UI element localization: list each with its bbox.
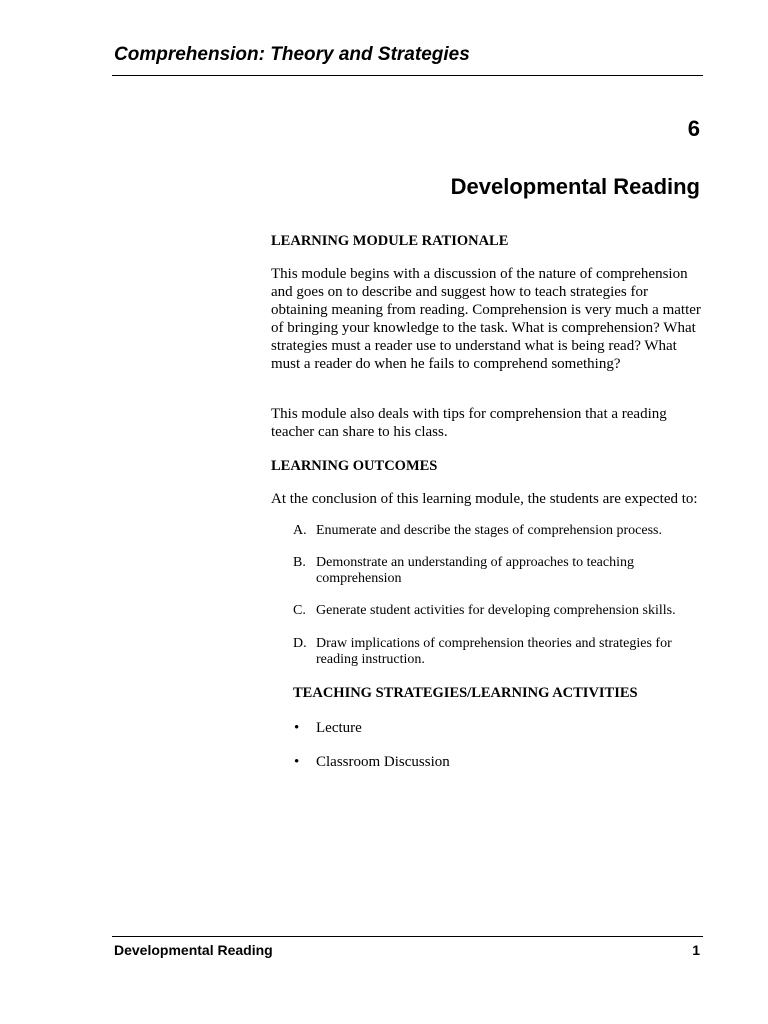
list-item-text: Classroom Discussion	[316, 754, 450, 770]
list-item	[293, 523, 703, 539]
bullet-marker: •	[294, 720, 300, 736]
list-item	[293, 636, 703, 668]
list-marker: C.	[293, 603, 306, 618]
list-item	[293, 555, 703, 587]
list-item	[293, 603, 703, 619]
running-header-title: Comprehension: Theory and Strategies	[114, 44, 470, 65]
chapter-number: 6	[687, 116, 700, 141]
list-item-text: Lecture	[316, 720, 362, 736]
rationale-paragraph-1-block	[271, 265, 703, 373]
footer-rule	[112, 936, 703, 937]
rationale-paragraph-2: This module also deals with tips for comprehension that a reading teacher can share to his class.	[271, 406, 667, 440]
list-item-text: Generate student activities for developing comprehension skills.	[316, 603, 676, 618]
outcomes-intro-block	[271, 490, 703, 508]
rationale-paragraph-1: This module begins with a discussion of the nature of comprehension and goes on to describe and suggest how to teach strategies for obtaining meaning from reading. Comprehension is very much a matter of bringing your knowledge to the task. What is comprehension? What strategies must a reader use to understand what is being read? What must a reader do when he fails to comprehend something?	[271, 266, 701, 372]
strategies-list-2	[293, 753, 703, 771]
outcomes-list-c	[293, 603, 703, 619]
header-rule	[112, 75, 703, 76]
list-item-text: Draw implications of comprehension theories and strategies for reading instruction.	[316, 636, 672, 667]
list-marker: B.	[293, 555, 306, 570]
page-number: 1	[692, 942, 700, 958]
outcomes-heading-block	[271, 457, 703, 475]
outcomes-list-d	[293, 636, 703, 668]
list-item-text: Demonstrate an understanding of approaches to teaching comprehension	[316, 555, 635, 586]
list-marker: A.	[293, 523, 307, 538]
chapter-title: Developmental Reading	[450, 174, 700, 199]
rationale-section	[271, 232, 703, 250]
outcomes-intro: At the conclusion of this learning module, the students are expected to:	[271, 491, 698, 507]
rationale-paragraph-2-block	[271, 405, 703, 441]
list-item	[293, 719, 703, 737]
running-footer-title: Developmental Reading	[114, 942, 273, 958]
rationale-heading: LEARNING MODULE RATIONALE	[271, 233, 509, 249]
list-item-text: Enumerate and describe the stages of comprehension process.	[316, 523, 662, 538]
bullet-marker: •	[294, 754, 300, 770]
outcomes-list-b	[293, 555, 703, 587]
list-item	[293, 753, 703, 771]
list-marker: D.	[293, 636, 307, 651]
outcomes-heading: LEARNING OUTCOMES	[271, 458, 438, 474]
strategies-list-1	[293, 719, 703, 737]
strategies-heading: TEACHING STRATEGIES/LEARNING ACTIVITIES	[293, 685, 638, 701]
outcomes-list-a	[293, 523, 703, 539]
